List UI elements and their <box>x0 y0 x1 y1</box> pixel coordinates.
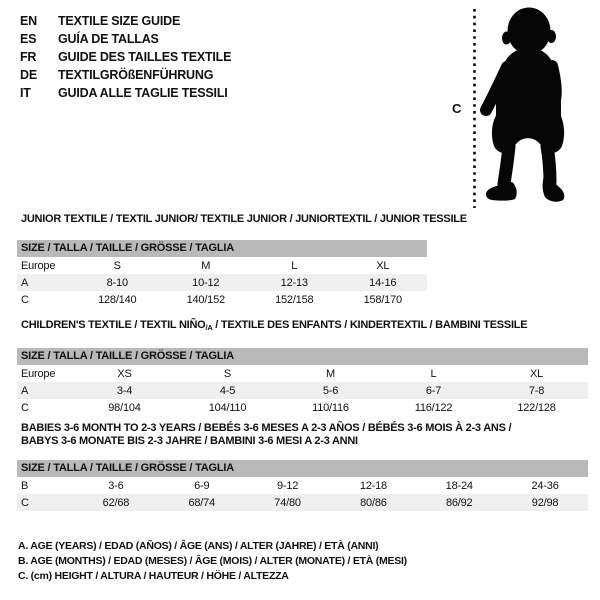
size-cell: L <box>430 367 437 380</box>
size-cell: S <box>223 367 232 380</box>
size-cell: 98/104 <box>108 401 141 414</box>
language-row-es <box>20 30 231 48</box>
junior-size-table <box>17 257 427 308</box>
babies-table-title <box>21 422 588 448</box>
size-cell: 3-6 <box>108 479 124 492</box>
size-cell: XS <box>117 367 132 380</box>
size-cell: 62/68 <box>102 496 130 509</box>
size-cell: 80/86 <box>360 496 387 509</box>
children-size-table <box>17 365 588 416</box>
table-row <box>17 494 588 511</box>
size-cell: 110/116 <box>312 401 349 414</box>
table-row <box>17 399 588 416</box>
size-cell: 18-24 <box>445 479 473 492</box>
junior-textile-section <box>17 213 467 308</box>
row-label: Europe <box>21 259 56 272</box>
row-label: A <box>21 276 29 289</box>
language-code: FR <box>20 50 37 64</box>
row-label: B <box>21 479 29 492</box>
toddler-silhouette-figure <box>440 0 600 220</box>
language-row-it <box>20 84 231 102</box>
size-cell: 140/152 <box>186 293 225 306</box>
language-title: TEXTILGRÖßENFÜHRUNG <box>58 68 214 82</box>
size-cell: 10-12 <box>192 276 220 289</box>
size-cell: 9-12 <box>276 479 299 492</box>
table-row <box>17 382 588 399</box>
table-row <box>17 477 588 494</box>
legend-notes <box>18 539 407 584</box>
size-header-bar: SIZE / TALLA / TAILLE / GRÖSSE / TAGLIA <box>17 240 427 257</box>
language-code: EN <box>20 14 37 28</box>
toddler-silhouette-icon <box>486 8 564 202</box>
title-part: / TEXTILE DES ENFANTS / KINDERTEXTIL / BAMBINI TESSILE <box>212 319 528 331</box>
title-subscript: /A <box>205 323 213 332</box>
size-cell: 158/170 <box>363 293 402 306</box>
language-title: GUIDE DES TAILLES TEXTILE <box>58 50 232 64</box>
language-code: DE <box>20 68 37 82</box>
size-cell: M <box>326 367 335 380</box>
children-table-title <box>21 319 588 334</box>
row-label: C <box>21 401 29 414</box>
row-label: C <box>21 496 29 509</box>
language-row-de <box>20 66 231 84</box>
language-title: GUIDA ALLE TAGLIE TESSILI <box>58 86 228 100</box>
size-cell: S <box>113 259 121 272</box>
language-title: GUÍA DE TALLAS <box>58 32 159 46</box>
size-cell: 6-9 <box>194 479 210 492</box>
title-part: CHILDREN'S TEXTILE / TEXTIL NIÑO <box>21 319 206 331</box>
size-cell: 152/158 <box>275 293 314 306</box>
language-row-fr <box>20 48 231 66</box>
size-cell: 92/98 <box>531 496 559 509</box>
size-cell: M <box>201 259 211 272</box>
size-cell: L <box>291 259 298 272</box>
size-cell: 14-16 <box>369 276 397 289</box>
size-cell: XL <box>376 259 390 272</box>
table-row <box>17 291 427 308</box>
size-header-bar: SIZE / TALLA / TAILLE / GRÖSSE / TAGLIA <box>17 348 588 365</box>
size-cell: 24-36 <box>531 479 559 492</box>
row-label: Europe <box>21 367 56 380</box>
note-age-years: A. AGE (YEARS) / EDAD (AÑOS) / ÂGE (ANS) / ALTER (JAHRE) / ETÀ (ANNI) <box>18 540 379 552</box>
size-header-bar: SIZE / TALLA / TAILLE / GRÖSSE / TAGLIA <box>17 460 588 477</box>
babies-size-table <box>17 477 588 511</box>
table-row <box>17 257 427 274</box>
size-cell: 6-7 <box>425 384 442 397</box>
language-code: ES <box>20 32 37 46</box>
note-age-months: B. AGE (MONTHS) / EDAD (MESES) / ÂGE (MOIS) / ALTER (MONATE) / ETÀ (MESI) <box>18 555 407 567</box>
size-cell: 116/122 <box>414 401 453 414</box>
size-cell: 122/128 <box>517 401 556 414</box>
row-label: C <box>21 293 29 306</box>
size-cell: 5-6 <box>322 384 339 397</box>
size-cell: 7-8 <box>528 384 545 397</box>
size-cell: XL <box>529 367 544 380</box>
note-height-cm: C. (cm) HEIGHT / ALTURA / HAUTEUR / HÖHE / ALTEZZA <box>18 570 289 582</box>
language-row-en <box>20 12 231 30</box>
size-cell: 8-10 <box>106 276 128 289</box>
row-label: A <box>21 384 29 397</box>
babies-textile-section <box>17 422 588 511</box>
table-row <box>17 274 427 291</box>
language-code: IT <box>20 86 31 100</box>
size-cell: 128/140 <box>98 293 137 306</box>
height-measure-label: C <box>452 101 462 116</box>
language-title: TEXTILE SIZE GUIDE <box>58 14 181 28</box>
size-cell: 86/92 <box>445 496 473 509</box>
size-cell: 12-18 <box>359 479 387 492</box>
junior-table-title: JUNIOR TEXTILE / TEXTIL JUNIOR/ TEXTILE JUNIOR / JUNIORTEXTIL / JUNIOR TESSILE <box>21 213 467 225</box>
title-line-1: BABIES 3-6 MONTH TO 2-3 YEARS / BEBÉS 3-6 MESES A 2-3 AÑOS / BÉBÉS 3-6 MOIS À 2-3 ANS / <box>21 422 512 434</box>
size-cell: 12-13 <box>280 276 308 289</box>
size-cell: 74/80 <box>274 496 301 509</box>
size-cell: 3-4 <box>116 384 133 397</box>
language-title-list <box>20 12 231 102</box>
title-line-2: BABYS 3-6 MONATE BIS 2-3 JAHRE / BAMBINI 3-6 MESI A 2-3 ANNI <box>21 435 358 447</box>
table-row <box>17 365 588 382</box>
children-textile-section <box>17 319 588 416</box>
size-figure <box>440 0 600 220</box>
size-cell: 68/74 <box>188 496 215 509</box>
size-cell: 104/110 <box>208 401 247 414</box>
size-cell: 4-5 <box>219 384 236 397</box>
